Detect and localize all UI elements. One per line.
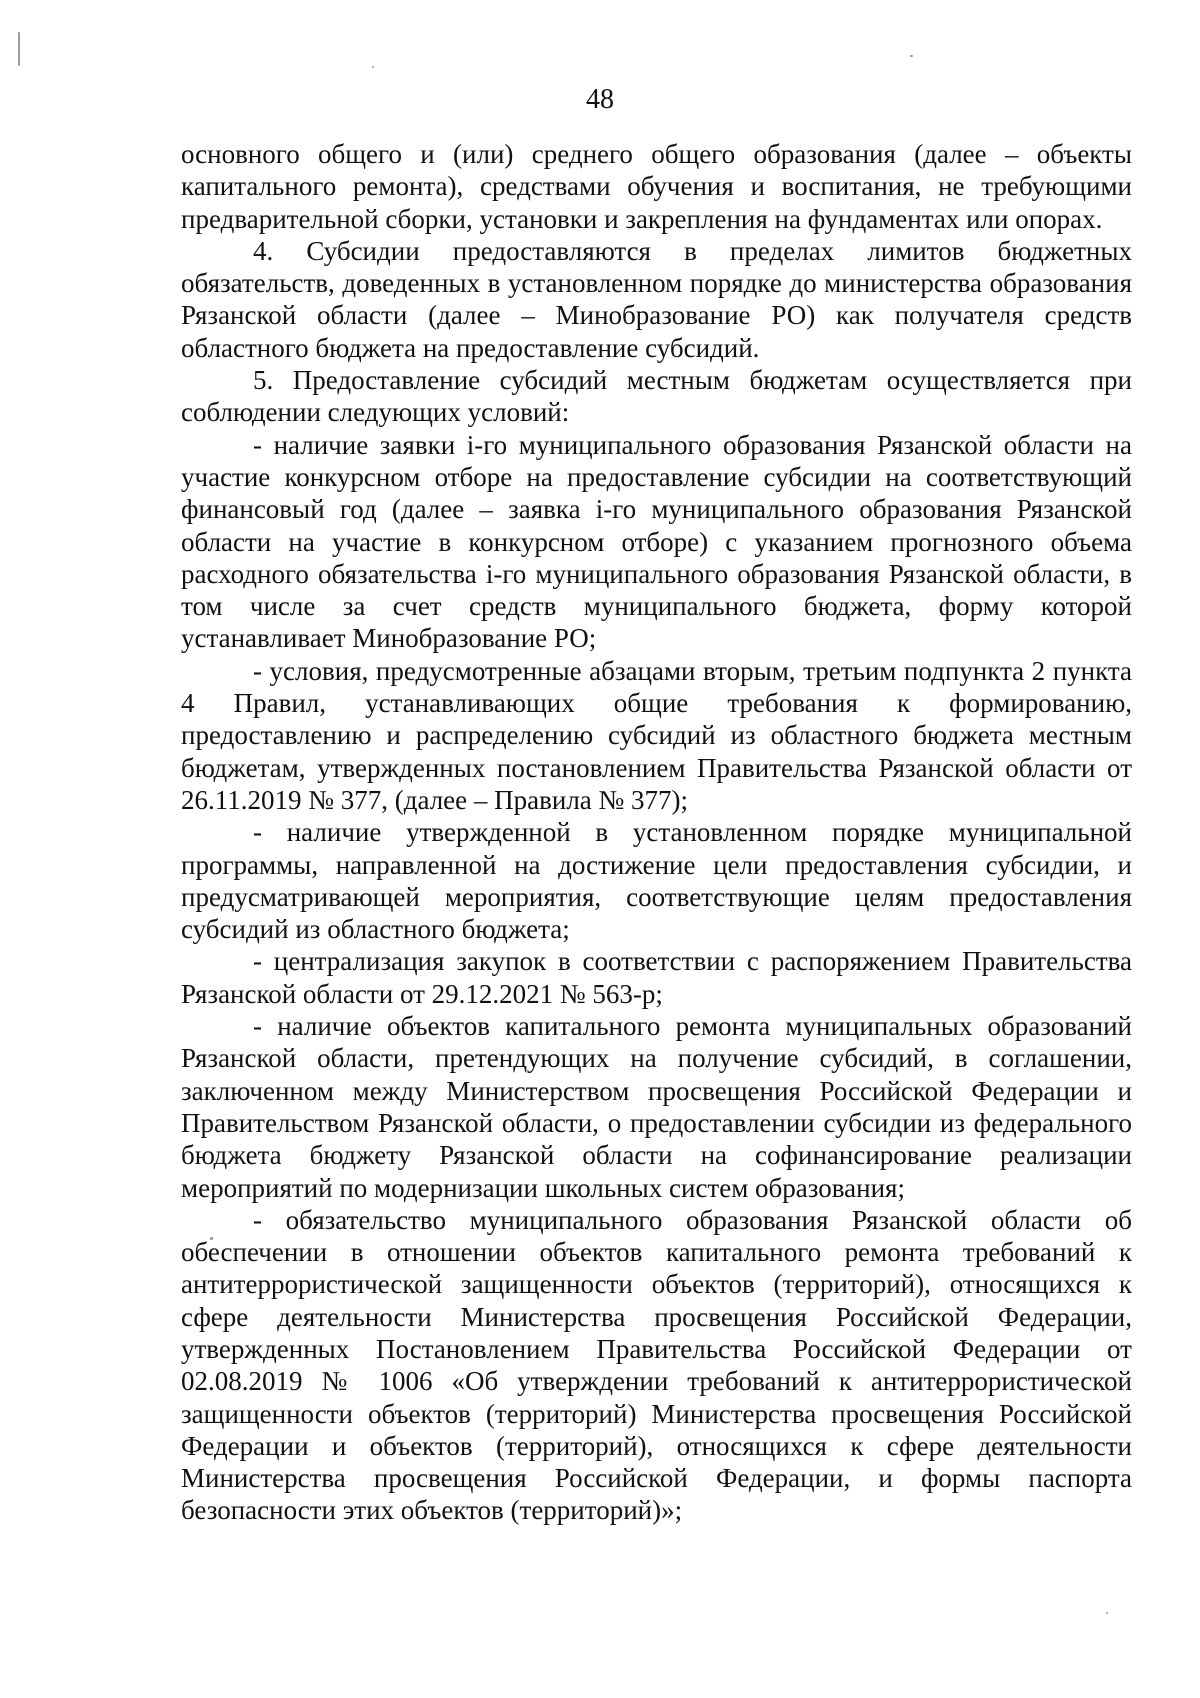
condition-application: - наличие заявки i-го муниципального образования Рязанской области на участие конкурсном отборе на предоставление субсидии на соответствующий финансовый год (далее – заявка i-го муниципального образования Рязанской области на участие в конкурсном отборе) с указанием прогнозного объема расходного обязательства i-го муниципального образования Рязанской области, в том числе за счет средств муниципального бюджета, форму которой устанавливает Минобразование РО; bbox=[181, 429, 1132, 654]
paragraph-item-4: 4. Субсидии предоставляются в пределах лимитов бюджетных обязательств, доведенных в установленном порядке до министерства образования Рязанской области (далее – Минобразование РО) как получателя средств областного бюджета на предоставление субсидий. bbox=[181, 235, 1132, 363]
condition-rules-377: - условия, предусмотренные абзацами вторым, третьим подпункта 2 пункта 4 Правил, устанавливающих общие требования к формированию, предоставлению и распределению субсидий из областного бюджета местным бюджетам, утвержденных постановлением Правительства Рязанской области от 26.11.2019 № 377, (далее – Правила № 377); bbox=[181, 655, 1132, 815]
condition-procurement: - централизация закупок в соответствии с распоряжением Правительства Рязанской области от 29.12.2021 № 563-р; bbox=[181, 946, 1132, 1009]
condition-municipal-program: - наличие утвержденной в установленном порядке муниципальной программы, направленной на достижение цели предоставления субсидии, и предусматривающей мероприятия, соответствующие целям предоставления субсидий из областного бюджета; bbox=[181, 817, 1132, 945]
condition-capital-repair-objects: - наличие объектов капитального ремонта муниципальных образований Рязанской области, претендующих на получение субсидий, в соглашении, заключенном между Министерством просвещения Российской Федерации и Правительством Рязанской области, о предоставлении субсидии из федерального бюджета бюджету Рязанской области на софинансирование реализации мероприятий по модернизации школьных систем образования; bbox=[181, 1011, 1132, 1203]
scan-speck bbox=[910, 55, 913, 57]
document-body bbox=[181, 138, 1132, 1527]
scan-speck bbox=[18, 32, 20, 66]
scan-speck bbox=[1106, 1612, 1108, 1614]
condition-antiterror-security: - обязательство муниципального образования Рязанской области об обеспечении в отношении объектов капитального ремонта требований к антитеррористической защищенности объектов (территорий), относящихся к сфере деятельности Министерства просвещения Российской Федерации, утвержденных Постановлением Правительства Российской Федерации от 02.08.2019 № 1006 «Об утверждении требований к антитеррористической защищенности объектов (территорий) Министерства просвещения Российской Федерации и объектов (территорий), относящихся к сфере деятельности Министерства просвещения Российской Федерации, и формы паспорта безопасности этих объектов (территорий)»; bbox=[181, 1204, 1132, 1526]
scan-speck bbox=[372, 66, 374, 68]
paragraph-item-5: 5. Предоставление субсидий местным бюджетам осуществляется при соблюдении следующих условий: bbox=[181, 365, 1132, 428]
paragraph-continuation: основного общего и (или) среднего общего образования (далее – объекты капитального ремонта), средствами обучения и воспитания, не требующими предварительной сборки, установки и закрепления на фундаментах или опорах. bbox=[181, 139, 1132, 234]
page-number: 48 bbox=[586, 84, 614, 115]
